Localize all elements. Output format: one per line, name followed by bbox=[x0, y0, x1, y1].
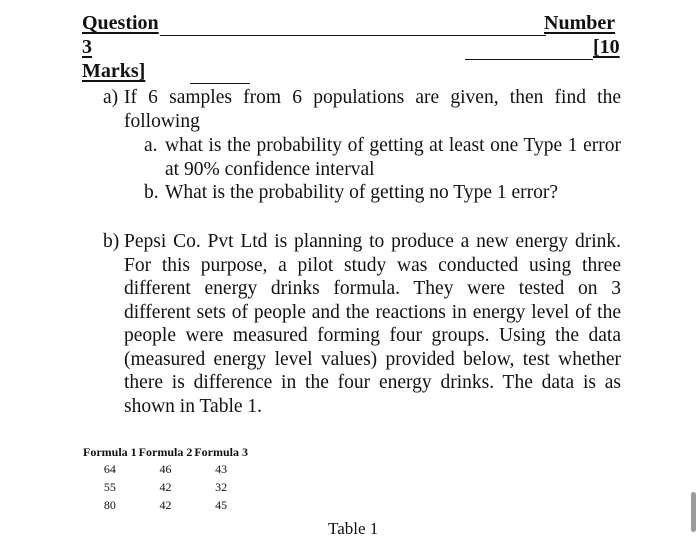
table-header-formula-1: Formula 1 bbox=[83, 445, 137, 459]
question-word: Question bbox=[82, 12, 159, 34]
table-row bbox=[82, 496, 249, 514]
table-cell: 80 bbox=[103, 497, 116, 512]
table-header-formula-3: Formula 3 bbox=[194, 445, 249, 459]
table-cell: 46 bbox=[159, 461, 172, 476]
scrollbar[interactable] bbox=[691, 492, 696, 532]
table-cell: 55 bbox=[103, 479, 116, 494]
part-a-sub-a-text: what is the probability of getting at least one Type 1 error at 90% confidence interval bbox=[165, 135, 621, 180]
table-cell: 45 bbox=[215, 497, 228, 512]
table-cell: 64 bbox=[103, 461, 116, 476]
table-caption: Table 1 bbox=[328, 519, 379, 538]
header-rule bbox=[160, 35, 546, 36]
data-table bbox=[82, 445, 249, 514]
part-a-sub-a-label: a. bbox=[144, 135, 158, 156]
part-a-text: If 6 samples from 6 populations are given, then find the following bbox=[124, 87, 621, 132]
marks-close: Marks] bbox=[82, 60, 146, 82]
marks-open: [10 bbox=[593, 36, 620, 58]
table-header-formula-2: Formula 2 bbox=[138, 445, 193, 459]
table-header-row bbox=[82, 445, 249, 460]
table-cell: 42 bbox=[159, 497, 172, 512]
part-a-sub-b-label: b. bbox=[144, 182, 159, 203]
table-row bbox=[82, 460, 249, 478]
table-cell: 43 bbox=[215, 461, 228, 476]
part-a-sub-b-text: What is the probability of getting no Type 1 error? bbox=[165, 182, 559, 203]
part-b-text: Pepsi Co. Pvt Ltd is planning to produce a new energy drink. For this purpose, a pilot study was conducted using three different energy drinks formula. They were tested on 3 different sets of people and the reactions in energy level of the people were measured forming four groups. Using the data (measured energy level values) provided below, test whether there is difference in the four energy drinks. The data is as shown in Table 1. bbox=[124, 231, 621, 417]
question-number: 3 bbox=[82, 36, 92, 58]
part-a-label: a) bbox=[103, 87, 119, 108]
marks-rule bbox=[465, 59, 593, 60]
part-b-label: b) bbox=[103, 231, 120, 252]
marks-blank-rule bbox=[190, 83, 250, 84]
table-cell: 32 bbox=[215, 479, 228, 494]
table-row bbox=[82, 478, 249, 496]
table-cell: 42 bbox=[159, 479, 172, 494]
number-word: Number bbox=[544, 12, 616, 34]
